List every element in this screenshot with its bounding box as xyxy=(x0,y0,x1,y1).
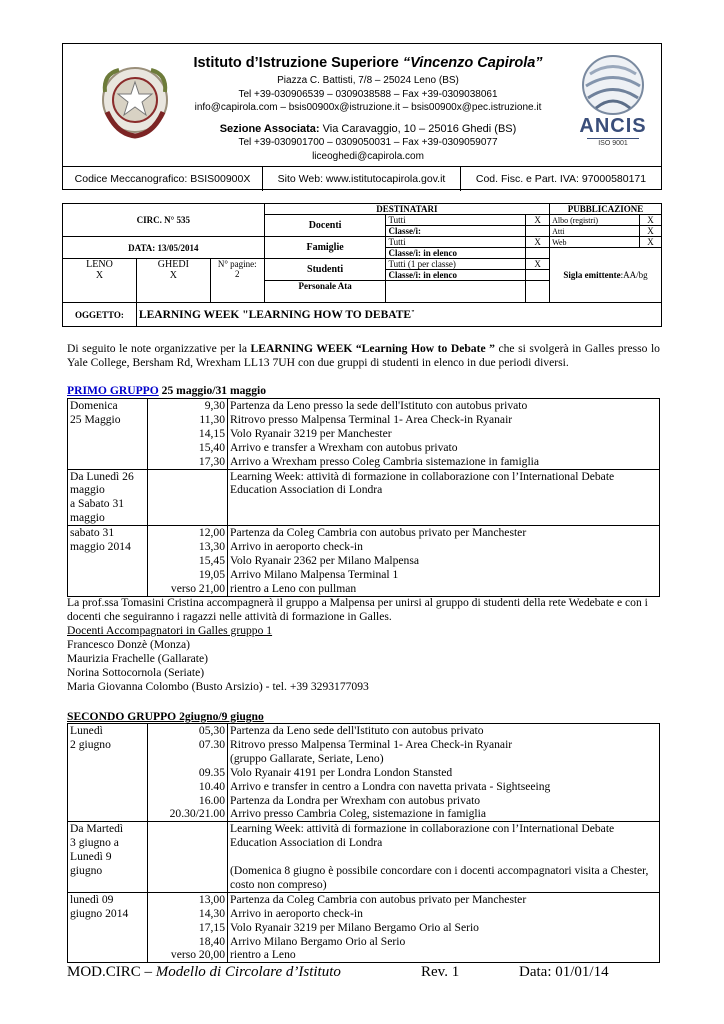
atti-label: Atti xyxy=(550,226,640,237)
famiglie-tutti-check: X xyxy=(526,237,550,248)
schedule-activity: Partenza da Leno presso la sede dell'Istituto con autobus privato xyxy=(230,399,528,412)
schedule-activities xyxy=(228,526,660,597)
docenti-tutti: Tutti xyxy=(386,215,526,226)
schedule-row xyxy=(68,526,660,597)
schedule-activity: rientro a Leno con pullman xyxy=(230,581,357,595)
ancis-logo xyxy=(573,54,653,149)
school-phone: Tel +39-030906539 – 0309038588 – Fax +39-0309038061 xyxy=(238,88,498,100)
famiglie-classe: Classe/i: in elenco xyxy=(386,248,526,259)
info-bar xyxy=(63,166,661,191)
schedule-activity: Learning Week: attività di formazione in collaborazione con l’International Debate Education Association di Londra xyxy=(230,822,615,850)
pages-count: N° pagine: 2 xyxy=(210,259,264,303)
circular-date: DATA: 13/05/2014 xyxy=(63,237,265,259)
schedule-activities xyxy=(228,892,660,963)
schedule-time: verso 21,00 xyxy=(170,581,225,595)
schedule-times xyxy=(148,892,228,963)
schedule-time: 09.35 xyxy=(198,765,225,779)
famiglie-tutti: Tutti xyxy=(386,237,526,248)
personale-ata-label: Personale Ata xyxy=(264,281,386,303)
section-phone: Tel +39-030901700 – 0309050031 – Fax +39-0309059077 xyxy=(238,137,498,148)
group1-schedule-table xyxy=(67,398,660,597)
docenti-label: Docenti xyxy=(264,215,386,237)
schedule-day: Domenica 25 Maggio xyxy=(68,399,148,470)
republic-seal-emblem xyxy=(97,62,173,142)
schedule-day: Da Lunedì 26 maggio a Sabato 31 maggio xyxy=(68,469,148,526)
schedule-day: Da Martedì 3 giugno a Lunedì 9 giugno xyxy=(68,822,148,893)
schedule-time xyxy=(150,752,225,766)
schedule-row xyxy=(68,399,660,470)
schedule-time: 15,45 xyxy=(198,553,225,567)
schedule-activity: Arrivo a Wrexham presso Coleg Cambria sistemazione in famiglia xyxy=(230,454,540,468)
group1-teacher: Maria Giovanna Colombo (Busto Arsizio) - tel. +39 3293177093 xyxy=(67,680,369,693)
schedule-activity: Ritrovo presso Malpensa Terminal 1- Area Check-in Ryanair xyxy=(230,412,513,426)
school-emails: info@capirola.com – bsis00900x@istruzione.it – bsis00900x@pec.istruzione.it xyxy=(194,102,542,113)
group1-title: PRIMO GRUPPO 25 maggio/31 maggio xyxy=(67,384,267,397)
schedule-row xyxy=(68,822,660,893)
studenti-label: Studenti xyxy=(264,259,386,281)
schedule-activity: Volo Ryanair 2362 per Milano Malpensa xyxy=(230,553,419,567)
schedule-activity: Arrivo e transfer in centro a Londra con navetta privata - Sightseeing xyxy=(230,779,551,793)
schedule-times xyxy=(148,724,228,822)
schedule-activity: Arrivo Milano Malpensa Terminal 1 xyxy=(230,567,399,581)
schedule-activity: Arrivo e transfer a Wrexham con autobus privato xyxy=(230,440,458,454)
footer-date: Data: 01/01/14 xyxy=(519,964,609,980)
schedule-times xyxy=(148,526,228,597)
group1-teacher: Maurizia Frachelle (Gallarate) xyxy=(67,652,208,665)
schedule-time: 16.00 xyxy=(198,793,225,807)
destinatari-header: DESTINATARI xyxy=(264,204,549,215)
schedule-time: 14,30 xyxy=(198,906,225,920)
schedule-time: 17,15 xyxy=(198,920,225,934)
web-label: Web xyxy=(550,237,640,248)
web-check: X xyxy=(639,237,661,248)
school-address: Piazza C. Battisti, 7/8 – 25024 Leno (BS) xyxy=(277,75,459,86)
schedule-time: 10.40 xyxy=(198,779,225,793)
schedule-activities xyxy=(228,469,660,526)
group2-schedule-table xyxy=(67,723,660,963)
schedule-row xyxy=(68,724,660,822)
docenti-tutti-check: X xyxy=(526,215,550,226)
schedule-activity: Ritrovo presso Malpensa Terminal 1- Area Check-in Ryanair xyxy=(230,737,513,751)
letterhead xyxy=(62,43,662,190)
iso-label: ISO 9001 xyxy=(587,138,639,149)
schedule-times xyxy=(148,469,228,526)
group2-title: SECONDO GRUPPO 2giugno/9 giugno xyxy=(67,710,264,723)
schedule-time: 18,40 xyxy=(198,934,225,948)
footer xyxy=(67,964,660,981)
schedule-activity: Volo Ryanair 3219 per Milano Bergamo Orio al Serio xyxy=(230,920,479,934)
section-email: liceoghedi@capirola.com xyxy=(312,150,424,162)
studenti-tutti-check: X xyxy=(526,259,550,270)
schedule-activity: Partenza da Leno sede dell'Istituto con autobus privato xyxy=(230,724,484,737)
schedule-day: sabato 31 maggio 2014 xyxy=(68,526,148,597)
ghedi-column: GHEDI X xyxy=(136,259,210,303)
docenti-classe: Classe/i: xyxy=(386,226,526,237)
schedule-activity: (gruppo Gallarate, Seriate, Leno) xyxy=(230,751,384,765)
schedule-time: 13,30 xyxy=(198,540,225,554)
schedule-activity: Volo Ryanair 3219 per Manchester xyxy=(230,426,392,440)
schedule-activity: Arrivo in aeroporto check-in xyxy=(230,906,363,920)
group1-teacher: Francesco Donzè (Monza) xyxy=(67,638,190,651)
schedule-times xyxy=(148,822,228,893)
studenti-tutti: Tutti (1 per classe) xyxy=(386,259,526,270)
schedule-activity: Partenza da Londra per Wrexham con autobus privato xyxy=(230,793,481,807)
sigla-emittente: Sigla emittente:AA/bg xyxy=(550,248,662,303)
schedule-activity: rientro a Leno xyxy=(230,948,296,962)
schedule-row xyxy=(68,892,660,963)
schedule-time: 12,00 xyxy=(198,526,225,540)
albo-check: X xyxy=(639,215,661,226)
schedule-time: verso 20,00 xyxy=(170,948,225,962)
schedule-activity: Learning Week: attività di formazione in collaborazione con l’International Debate Education Association di Londra xyxy=(230,469,615,497)
schedule-activity xyxy=(230,850,657,864)
schedule-day: Lunedì 2 giugno xyxy=(68,724,148,822)
section-address: Sezione Associata: Via Caravaggio, 10 – 25016 Ghedi (BS) xyxy=(219,122,517,135)
group1-teachers-title: Docenti Accompagnatori in Galles gruppo 1 xyxy=(67,624,273,637)
schedule-activity: Arrivo presso Cambria Coleg, sistemazione in famiglia xyxy=(230,807,486,821)
leno-column: LENO X xyxy=(63,259,137,303)
schedule-time: 14,15 xyxy=(198,426,225,440)
school-website[interactable]: Sito Web: www.istitutocapirola.gov.it xyxy=(263,167,461,191)
oggetto-value: LEARNING WEEK "LEARNING HOW TO DEBATE" xyxy=(136,303,661,327)
school-name: Istituto d’Istruzione Superiore “Vincenzo Capirola” xyxy=(193,55,543,71)
albo-label: Albo (registri) xyxy=(550,215,640,226)
footer-revision: Rev. 1 xyxy=(421,964,460,980)
fiscal-code: Cod. Fisc. e Part. IVA: 97000580171 xyxy=(475,173,647,185)
atti-check: X xyxy=(639,226,661,237)
schedule-day: lunedì 09 giugno 2014 xyxy=(68,892,148,963)
schedule-row xyxy=(68,469,660,526)
schedule-activities xyxy=(228,724,660,822)
group1-teacher: Norina Sottocornola (Seriate) xyxy=(67,666,205,679)
intro-paragraph: Di seguito le note organizzative per la LEARNING WEEK “Learning How to Debate ” che si svolgerà in Galles presso lo Yale College, Bersham Rd, Wrexham LL13 7UH con due gruppi di studenti in elenco in due periodi diversi. xyxy=(67,342,660,369)
school-code: Codice Meccanografico: BSIS00900X xyxy=(63,167,263,191)
schedule-activity: Arrivo Milano Bergamo Orio al Serio xyxy=(230,934,406,948)
ancis-logo-text: ANCIS xyxy=(579,115,647,137)
schedule-time: 19,05 xyxy=(198,567,225,581)
schedule-time: 20.30/21.00 xyxy=(169,807,225,821)
schedule-time: 15,40 xyxy=(198,440,225,454)
schedule-time: 05,30 xyxy=(198,724,225,737)
schedule-time: 11,30 xyxy=(199,412,225,426)
schedule-times xyxy=(148,399,228,470)
schedule-activity: (Domenica 8 giugno è possibile concordare con i docenti accompagnatori visita a Chester, costo non compreso) xyxy=(230,864,649,891)
schedule-time: 17,30 xyxy=(198,454,225,468)
footer-model: MOD.CIRC – Modello di Circolare d’Istituto xyxy=(67,964,341,980)
group1-notes xyxy=(67,596,660,694)
pubblicazione-header: PUBBLICAZIONE xyxy=(550,204,662,215)
schedule-time: 9,30 xyxy=(204,399,225,412)
schedule-activity: Volo Ryanair 4191 per Londra London Stansted xyxy=(230,765,453,779)
school-info xyxy=(173,55,563,163)
schedule-time: 07.30 xyxy=(198,737,225,751)
studenti-classe: Classe/i: in elenco xyxy=(386,270,526,281)
schedule-activities xyxy=(228,822,660,893)
schedule-activities xyxy=(228,399,660,470)
schedule-activity: Partenza da Coleg Cambria con autobus privato per Manchester xyxy=(230,892,527,906)
schedule-activity: Arrivo in aeroporto check-in xyxy=(230,540,363,554)
circular-number: CIRC. N° 535 xyxy=(63,204,265,237)
schedule-activity: Partenza da Coleg Cambria con autobus privato per Manchester xyxy=(230,526,527,540)
schedule-time: 13,00 xyxy=(198,892,225,906)
oggetto-label: OGGETTO: xyxy=(63,303,137,327)
circular-info-table xyxy=(62,203,662,327)
famiglie-label: Famiglie xyxy=(264,237,386,259)
group1-note: La prof.ssa Tomasini Cristina accompagnerà il gruppo a Malpensa per unirsi al gruppo di studenti della rete Wedebate e con i docenti che seguiranno i ragazzi nelle attività di formazione in Galles. xyxy=(67,596,648,623)
